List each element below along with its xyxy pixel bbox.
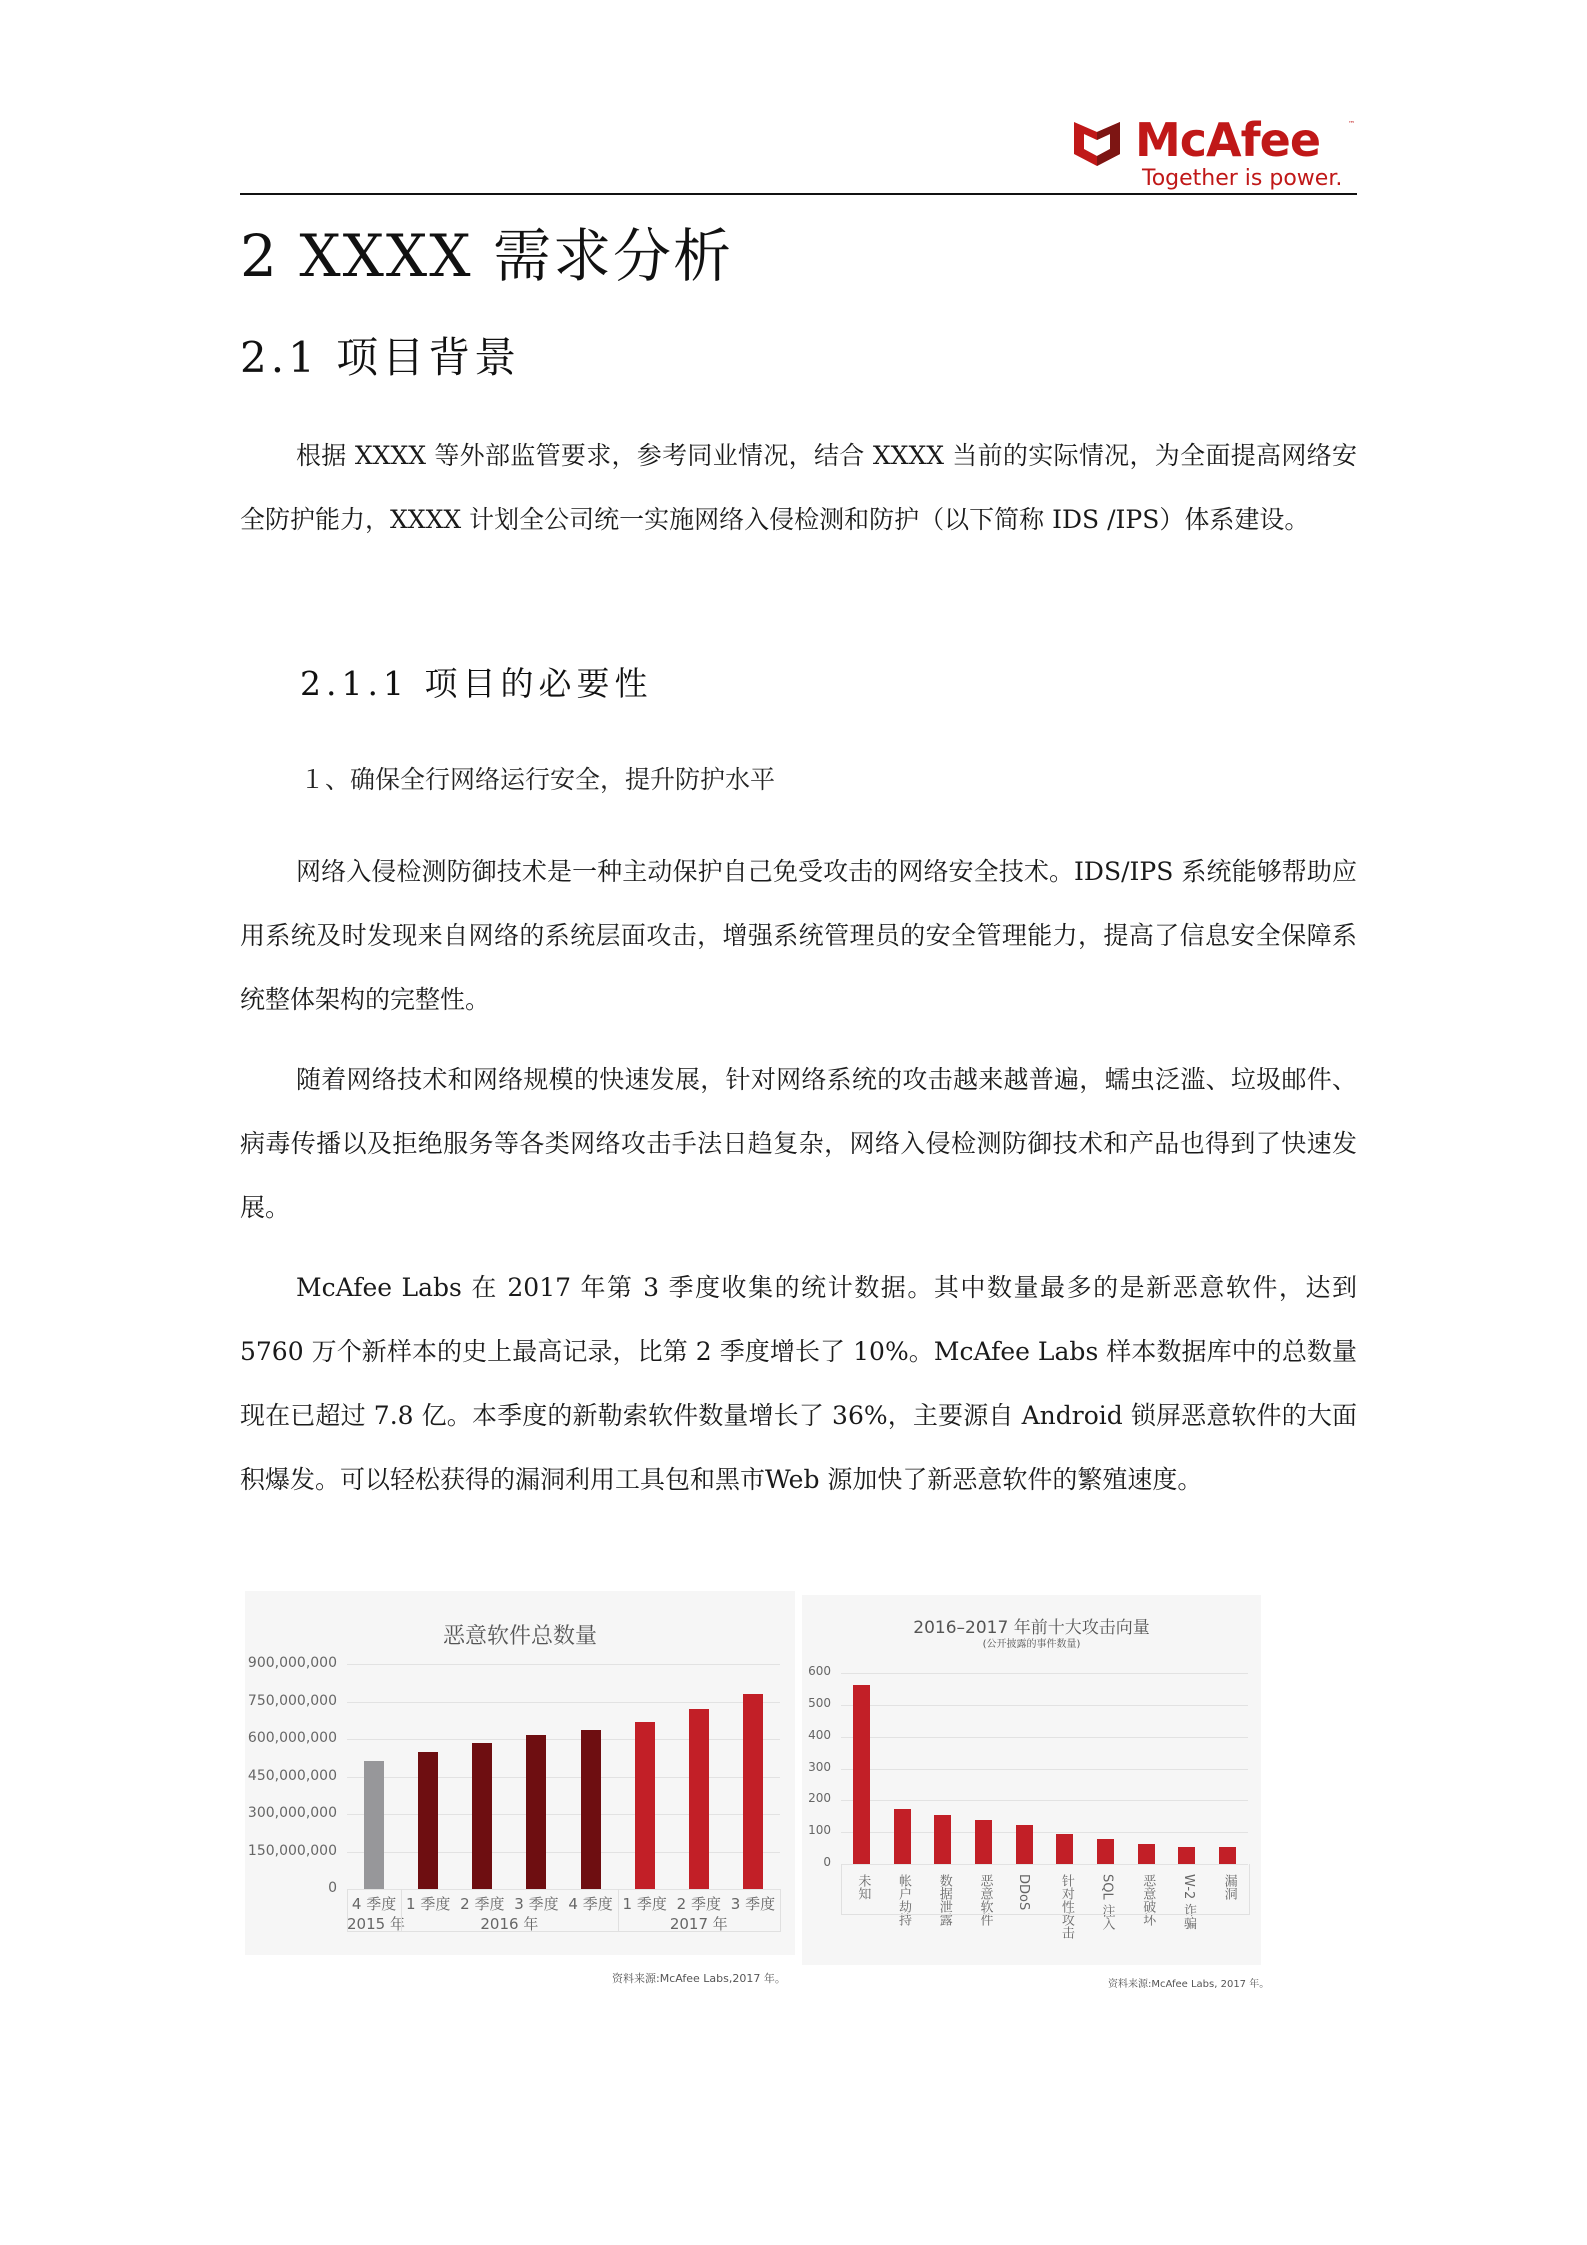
y-axis-tick: 300	[808, 1759, 831, 1774]
x-axis-label: SQL 注入	[1099, 1874, 1115, 1930]
x-axis-label: 漏洞	[1221, 1874, 1237, 1900]
paragraph-line: 根据 XXXX 等外部监管要求，参考同业情况，结合 XXXX 当前的实际情况，为全面提	[296, 441, 1257, 470]
y-axis-tick: 0	[328, 1880, 337, 1896]
y-axis-tick: 300,000,000	[247, 1805, 337, 1821]
chart-bar	[581, 1730, 601, 1890]
paragraph-line: 高网络安全防护能力，XXXX 计划全公司统一实施网络入侵检测和防护（以下简称 IDS /	[240, 441, 1357, 534]
gridline	[347, 1852, 780, 1853]
x-axis-box	[841, 1864, 1250, 1915]
x-axis-label: 1 季度	[406, 1895, 451, 1913]
gridline	[347, 1702, 780, 1703]
chart-bar	[853, 1685, 870, 1864]
x-axis-label: 1 季度	[622, 1895, 667, 1913]
chart-bar	[1016, 1825, 1033, 1864]
paragraph-line: 件，达到 5760 万个新样本的史上最高记录，比第 2 季度增长了 10%。McAfee Labs 样	[240, 1273, 1357, 1366]
chart-source-note: 资料来源:McAfee Labs, 2017 年。	[1108, 1979, 1270, 1990]
y-axis-tick: 750,000,000	[247, 1692, 337, 1709]
chart-bar	[1056, 1834, 1073, 1864]
paragraph-line: 垃圾邮件、病毒传播以及拒绝服务等各类网络攻击手法日趋复杂，网络入侵检测防御技	[240, 1065, 1357, 1158]
x-axis-label: 3 季度	[514, 1895, 559, 1913]
x-axis-label: 帐户劫持	[896, 1874, 912, 1926]
chart-bar	[526, 1735, 546, 1889]
subsection-heading: 2.1.1 项目的必要性	[300, 664, 653, 703]
chart-bar	[418, 1752, 438, 1890]
x-axis-group-label: 2017 年	[669, 1915, 728, 1933]
x-axis-label: 2 季度	[460, 1895, 505, 1913]
chart-bar	[364, 1761, 384, 1889]
paragraph-line: IPS）体系建设。	[1115, 505, 1310, 534]
chart-bar	[743, 1694, 763, 1889]
chart-bar	[975, 1820, 992, 1864]
paragraph-line: 统能够帮助应用系统及时发现来自网络的系统层面攻击，增强系统管理员的安全管理能	[240, 857, 1357, 950]
paragraph-ids-ips	[240, 840, 1357, 1032]
malware-total-chart	[245, 1591, 795, 1955]
chart-bar	[635, 1722, 655, 1890]
chart-bar	[1138, 1844, 1155, 1864]
y-axis-tick: 200	[808, 1791, 831, 1806]
gridline	[841, 1769, 1248, 1770]
chart-source-note: 资料来源:McAfee Labs,2017 年。	[612, 1972, 786, 1985]
paragraph-line: 源自 Android 锁屏恶意软件的大面积爆发。可以轻松获得的漏洞利用工具包和黑市	[240, 1401, 1357, 1494]
section-heading: 2.1 项目背景	[240, 333, 521, 382]
x-axis-label: 针对性攻击	[1058, 1874, 1074, 1939]
chart-bar	[1219, 1847, 1236, 1864]
gridline	[841, 1737, 1248, 1738]
x-axis-label: DDoS	[1016, 1874, 1032, 1911]
paragraph-line: McAfee Labs 在 2017 年第 3 季度收集的统计数据。其中数量最多的是新恶意软	[296, 1273, 1253, 1302]
header-divider	[240, 193, 1357, 195]
x-axis-label: 数据泄露	[936, 1874, 952, 1926]
y-axis-tick: 600,000,000	[247, 1730, 337, 1746]
y-axis-tick: 500	[808, 1695, 831, 1710]
y-axis-tick: 100	[808, 1823, 831, 1838]
chart-bar	[689, 1709, 709, 1890]
chart-subtitle: (公开披露的事件数量)	[982, 1639, 1081, 1650]
y-axis-tick: 900,000,000	[247, 1655, 337, 1671]
y-axis-tick: 0	[823, 1855, 831, 1869]
attack-vectors-chart	[802, 1595, 1261, 1965]
chart-bar	[894, 1809, 911, 1864]
x-axis-label: 4 季度	[351, 1895, 397, 1913]
gridline	[841, 1673, 1248, 1674]
chart-title: 2016–2017 年前十大攻击向量	[913, 1618, 1150, 1638]
mcafee-logo	[1072, 112, 1357, 192]
paragraph-line: 网络入侵检测防御技术是一种主动保护自己免受攻击的网络安全技术。IDS/IPS 系	[296, 857, 1207, 886]
y-axis-tick: 600	[808, 1664, 831, 1678]
x-axis-label: 2 季度	[676, 1895, 721, 1913]
gridline	[841, 1705, 1248, 1706]
x-axis-label: 恶意破坏	[1140, 1874, 1156, 1926]
paragraph-mcafee-stats	[240, 1256, 1357, 1512]
gridline	[841, 1800, 1248, 1801]
x-axis-label: 未知	[855, 1874, 871, 1900]
x-axis-label: W-2 诈骗	[1180, 1874, 1196, 1930]
chart-bar	[934, 1815, 951, 1864]
y-axis-tick: 450,000,000	[247, 1767, 337, 1784]
x-axis-group-label: 2015 年	[347, 1915, 405, 1933]
mcafee-shield-icon	[1072, 118, 1122, 168]
x-axis-group-label: 2016 年	[480, 1915, 539, 1933]
x-axis-label: 恶意软件	[977, 1874, 993, 1926]
y-axis-tick: 150,000,000	[247, 1842, 337, 1859]
y-axis-tick: 400	[808, 1727, 831, 1742]
paragraph-line: 随着网络技术和网络规模的快速发展，针对网络系统的攻击越来越普遍，蠕虫泛滥、	[296, 1065, 1231, 1094]
logo-tagline: Together is power.	[1142, 166, 1343, 191]
chapter-heading: 2 XXXX 需求分析	[240, 222, 733, 290]
trademark-symbol: ™	[1348, 120, 1355, 128]
gridline	[347, 1814, 780, 1815]
chart-bar	[1178, 1847, 1195, 1864]
paragraph-line: Web 源加快了新恶意软件的繁殖速度。	[765, 1465, 1203, 1494]
chart-title: 恶意软件总数量	[442, 1624, 597, 1649]
x-axis-label: 3 季度	[730, 1895, 776, 1913]
paragraph-network-trends	[240, 1048, 1357, 1240]
paragraph-line: 本数据库中的总数量现在已超过 7.8 亿。本季度的新勒索软件数量增长了 36%，主要	[240, 1337, 1357, 1430]
paragraph-background	[240, 424, 1357, 552]
chart-bar	[472, 1743, 492, 1890]
chart-bar	[1097, 1839, 1114, 1864]
gridline	[347, 1777, 780, 1778]
paragraph-line: 术和产品也得到了快速发展。	[240, 1129, 1357, 1222]
paragraph-line: 力，提高了信息安全保障系统整体架构的完整性。	[240, 921, 1357, 1014]
gridline	[347, 1664, 780, 1665]
x-axis-label: 4 季度	[568, 1895, 613, 1913]
gridline	[347, 1739, 780, 1740]
list-item: １、确保全行网络运行安全，提升防护水平	[300, 765, 776, 794]
logo-wordmark: McAfee	[1135, 113, 1321, 167]
